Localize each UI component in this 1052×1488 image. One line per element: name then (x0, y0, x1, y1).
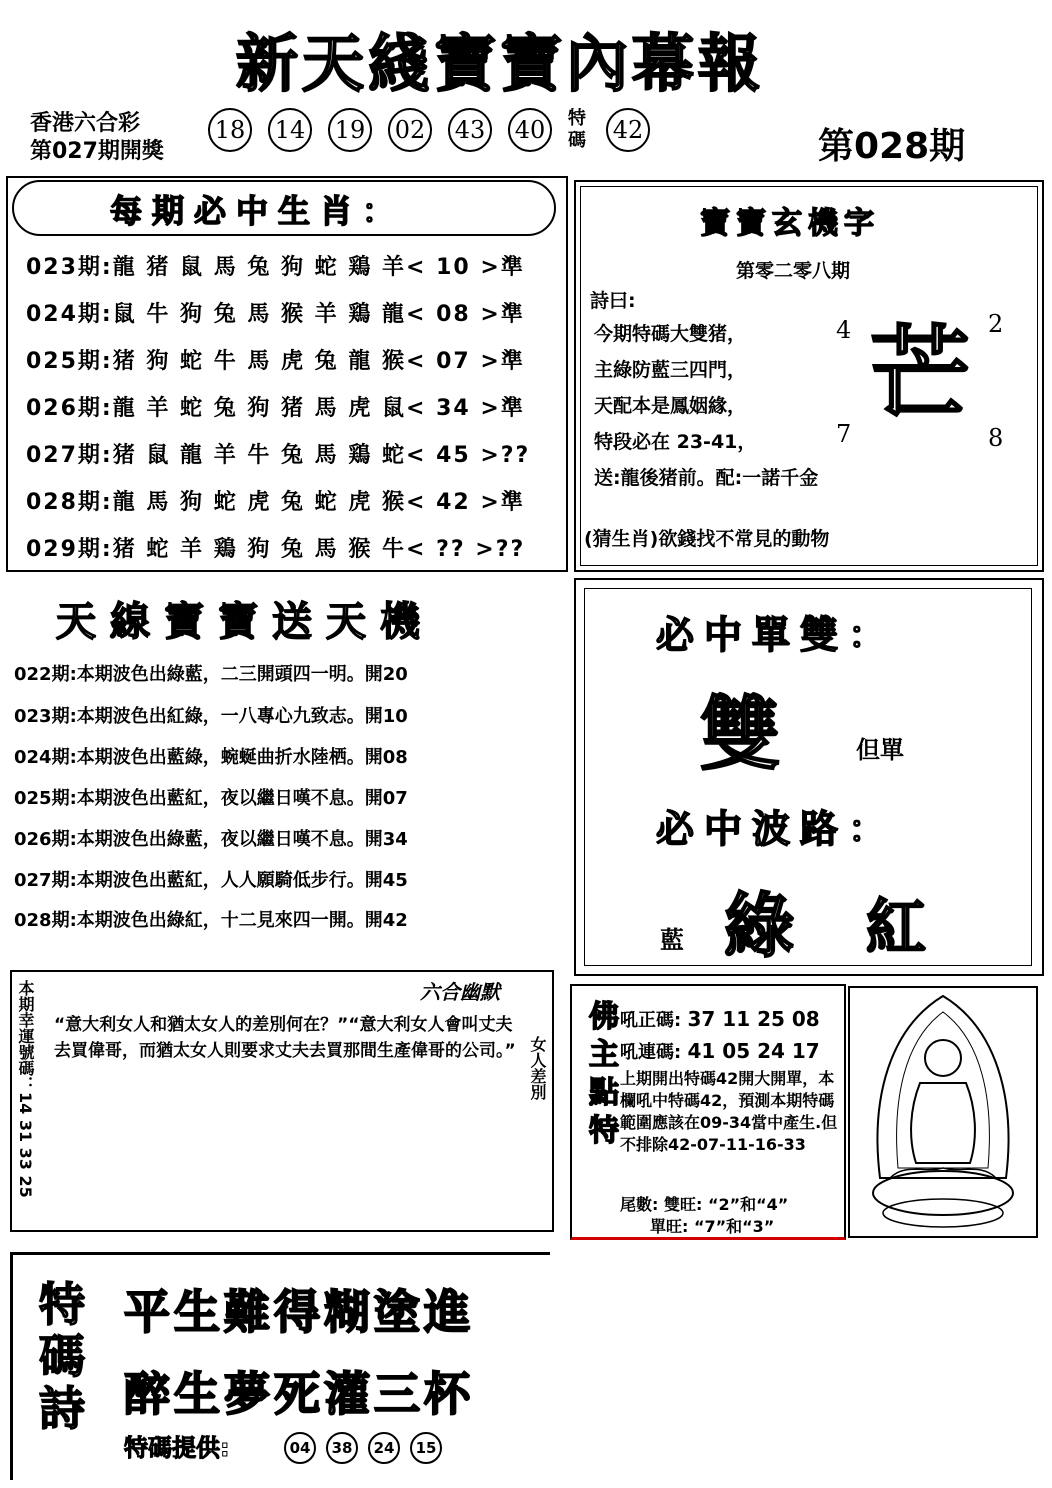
special-ball: 42 (606, 108, 650, 152)
poem-ball: 04 (284, 1432, 316, 1464)
tianji-row: 024期:本期波色出藍綠，蜿蜒曲折水陸栖。開08 (14, 747, 408, 768)
buddha-side: 佛主點特 (583, 1000, 618, 1152)
tianji-title: 天線寶寶送天機 (56, 599, 434, 645)
joke-signature: 六合幽默 (420, 980, 500, 1004)
secret-title: 寶寶玄機字 (700, 206, 880, 241)
buddha-icon (850, 988, 1036, 1236)
must-big-2a: 綠 (724, 885, 794, 967)
poem-balls (284, 1432, 442, 1464)
last-draw: 第027期開獎 (30, 139, 164, 164)
poem-side: 特碼詩 (32, 1280, 86, 1436)
secret-num: 4 (836, 316, 852, 344)
zodiac-row: 024期:鼠 牛 狗 兔 馬 猴 羊 鶏 龍< 08 >準 (26, 302, 525, 327)
must-big-2b: 紅 (866, 893, 926, 963)
zheng-value: 37 11 25 08 (687, 1007, 820, 1031)
poem-line: 今期特碼大雙猪， (594, 323, 747, 345)
secret-num: 7 (836, 420, 852, 448)
must-title-1: 必中單雙： (656, 613, 897, 657)
poem-label: 詩曰: (590, 290, 636, 312)
ball: 19 (328, 108, 372, 152)
issue-number: 第028期 (818, 126, 966, 167)
zodiac-row: 029期:猪 蛇 羊 鶏 狗 兔 馬 猴 牛< ?? >?? (26, 537, 526, 562)
must-small-1: 但單 (856, 736, 904, 764)
zodiac-row: 025期:猪 狗 蛇 牛 馬 虎 兔 龍 猴< 07 >準 (26, 349, 525, 374)
must-small-2: 藍 (660, 926, 684, 954)
zodiac-row: 028期:龍 馬 狗 蛇 虎 兔 蛇 虎 猴< 42 >準 (26, 490, 525, 515)
buddha-lines (620, 1004, 820, 1068)
poem-ball: 24 (368, 1432, 400, 1464)
tail-1: 尾數: 雙旺: “2”和“4” (620, 1195, 789, 1214)
lian-value: 41 05 24 17 (687, 1039, 820, 1063)
zodiac-row: 027期:猪 鼠 龍 羊 牛 兔 馬 鶏 蛇< 45 >?? (26, 443, 531, 468)
buddha-image (848, 986, 1038, 1238)
tianji-row: 023期:本期波色出紅綠，一八專心九致志。開10 (14, 706, 408, 727)
must-big-1: 雙 (700, 688, 780, 781)
poem-line: 特段必在 23-41， (594, 431, 757, 453)
page-title: 新天綫寶寶內幕報 (235, 27, 764, 100)
secret-poem (594, 316, 818, 496)
poem-ball: 38 (326, 1432, 358, 1464)
lucky-value: 14 31 33 25 (16, 1092, 35, 1198)
riddle: (猜生肖)欲錢找不常見的動物 (584, 528, 830, 550)
zodiac-row: 023期:龍 猪 鼠 馬 兔 狗 蛇 鶏 羊< 10 >準 (26, 255, 525, 280)
tianji-row: 022期:本期波色出綠藍，二三開頭四一明。開20 (14, 664, 408, 685)
tianji-row: 025期:本期波色出藍紅，夜以繼日嘆不息。開07 (14, 788, 408, 809)
poem-line-1: 平生難得糊塗進 (124, 1285, 474, 1339)
poem-line: 主綠防藍三四門， (594, 359, 747, 381)
must-title-2: 必中波路： (656, 807, 897, 851)
joke-text: “意大利女人和猶太女人的差別何在？”“意大利女人會叫丈夫去買偉哥，而猶太女人則要求丈夫去買那間生產偉哥的公司。” (54, 1015, 516, 1061)
ball: 40 (508, 108, 552, 152)
poem-line-2: 醉生夢死灌三杯 (124, 1367, 474, 1421)
special-label: 特碼 (568, 108, 586, 151)
tianji-row: 027期:本期波色出藍紅，人人願騎低步行。開45 (14, 870, 408, 891)
poem-line: 天配本是鳳姻緣， (594, 395, 747, 417)
ball: 43 (448, 108, 492, 152)
ball: 18 (208, 108, 252, 152)
provide-label: 特碼提供: (124, 1434, 230, 1462)
ball: 14 (268, 108, 312, 152)
poem-line: 送:龍後猪前。配:一諾千金 (594, 467, 819, 489)
tianji-row: 026期:本期波色出綠藍，夜以繼日嘆不息。開34 (14, 829, 408, 850)
secret-char: 芒 (870, 314, 970, 432)
secret-num: 2 (988, 310, 1004, 338)
lucky-label: 本期幸運號碼： (16, 980, 35, 1092)
buddha-body: 上期開出特碼42開大開單，本欄吼中特碼42，預測本期特碼範圍應該在09-34當中產生.但不排除42-07-11-16-33 (620, 1069, 838, 1154)
zheng-label: 吼正碼: (620, 1010, 682, 1031)
tianji-row: 028期:本期波色出綠紅，十二見來四一開。開42 (14, 910, 408, 931)
joke-label: 女人差別 (528, 1036, 547, 1100)
poem-ball: 15 (410, 1432, 442, 1464)
zodiac-row: 026期:龍 羊 蛇 兔 狗 猪 馬 虎 鼠< 34 >準 (26, 396, 525, 421)
tail-2: 單旺: “7”和“3” (650, 1217, 775, 1236)
joke-box (10, 970, 554, 1232)
draw-info (30, 110, 164, 166)
secret-issue: 第零二零八期 (736, 260, 851, 282)
ball: 02 (388, 108, 432, 152)
lottery-name: 香港六合彩 (30, 111, 141, 136)
lian-label: 吼連碼: (620, 1042, 682, 1063)
lucky-numbers (14, 980, 36, 1230)
secret-num: 8 (988, 424, 1004, 452)
draw-balls (208, 108, 650, 152)
zodiac-title: 每期必中生肖： (110, 192, 405, 230)
